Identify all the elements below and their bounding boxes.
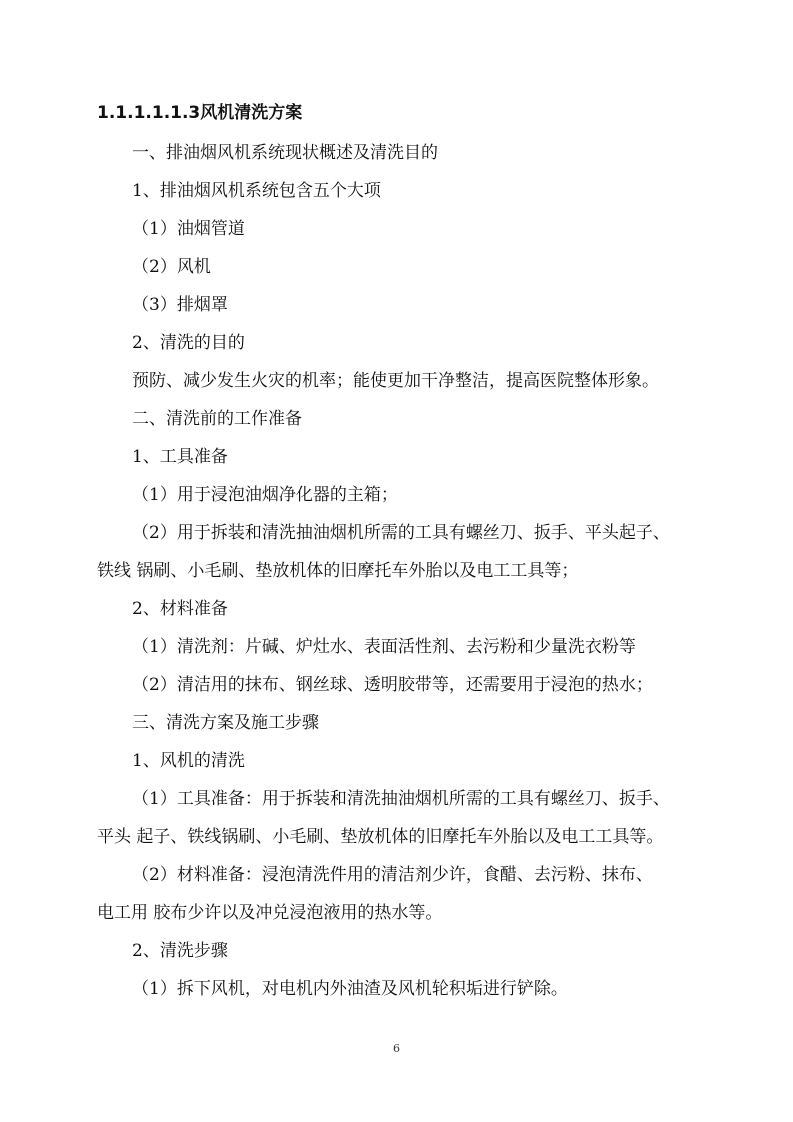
page-number: 6 [393, 1042, 400, 1055]
paragraph: （1）清洗剂：片碱、炉灶水、表面活性剂、去污粉和少量洗衣粉等 [132, 637, 636, 657]
paragraph: （2）用于拆装和清洗抽油烟机所需的工具有螺丝刀、扳手、平头起子、 [132, 523, 670, 543]
paragraph: 三、清洗方案及施工步骤 [132, 713, 319, 733]
paragraph: （3）排烟罩 [132, 295, 228, 315]
section-heading: 1.1.1.1.1.3风机清洗方案 [97, 103, 303, 123]
paragraph: （1）用于浸泡油烟净化器的主箱； [132, 485, 398, 505]
paragraph: 1、风机的清洗 [132, 751, 245, 771]
paragraph-continuation: 铁线 锅刷、小毛刷、垫放机体的旧摩托车外胎以及电工工具等； [97, 561, 579, 581]
paragraph: 2、清洗步骤 [132, 941, 228, 961]
paragraph: 二、清洗前的工作准备 [132, 409, 302, 429]
paragraph: 1、工具准备 [132, 447, 228, 467]
paragraph: （1）拆下风机，对电机内外油渣及风机轮积垢进行铲除。 [132, 979, 568, 999]
paragraph: （1）油烟管道 [132, 219, 245, 239]
paragraph: （2）清洁用的抹布、钢丝球、透明胶带等，还需要用于浸泡的热水； [132, 675, 653, 695]
paragraph: （2）材料准备：浸泡清洗件用的清洁剂少许，食醋、去污粉、抹布、 [132, 865, 653, 885]
paragraph: 1、排油烟风机系统包含五个大项 [132, 181, 381, 201]
paragraph: 一、排油烟风机系统现状概述及清洗目的 [132, 143, 438, 163]
paragraph: 预防、减少发生火灾的机率；能使更加干净整洁，提高医院整体形象。 [132, 371, 659, 391]
paragraph: 2、材料准备 [132, 599, 228, 619]
paragraph-continuation: 平头 起子、铁线锅刷、小毛刷、垫放机体的旧摩托车外胎以及电工工具等。 [97, 827, 664, 847]
paragraph: （2）风机 [132, 257, 211, 277]
paragraph: （1）工具准备：用于拆装和清洗抽油烟机所需的工具有螺丝刀、扳手、 [132, 789, 670, 809]
paragraph-continuation: 电工用 胶布少许以及冲兑浸泡液用的热水等。 [97, 903, 443, 923]
paragraph: 2、清洗的目的 [132, 333, 245, 353]
